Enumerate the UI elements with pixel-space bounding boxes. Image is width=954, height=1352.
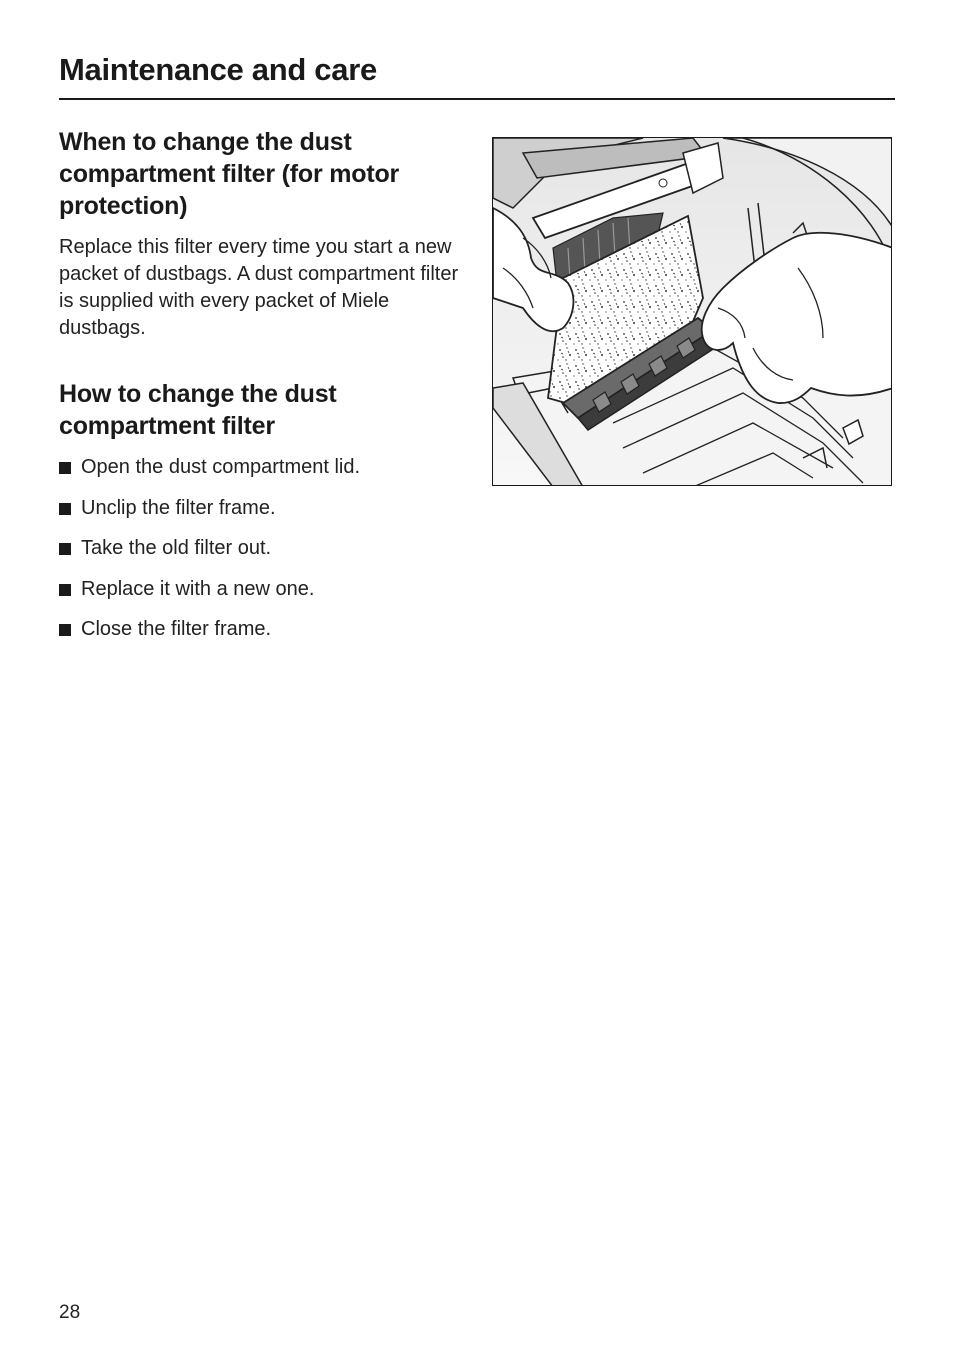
step-text: Close the filter frame.	[81, 618, 272, 640]
filter-change-illustration-icon	[493, 138, 892, 486]
list-item	[59, 576, 469, 603]
title-divider	[59, 98, 895, 100]
page-number: 28	[59, 1302, 81, 1323]
steps-list	[59, 454, 469, 643]
section-heading-when: When to change the dust compartment filter (for motor protection)	[59, 128, 400, 220]
text-column	[59, 126, 469, 657]
bullet-icon	[59, 584, 71, 596]
step-text: Unclip the filter frame.	[81, 496, 276, 519]
bullet-icon	[59, 543, 71, 555]
step-text: Open the dust compartment lid.	[81, 456, 361, 478]
filter-illustration	[492, 137, 892, 486]
list-item	[59, 616, 469, 643]
list-item	[59, 454, 469, 481]
step-text: Take the old filter out.	[81, 537, 272, 559]
bullet-icon	[59, 462, 71, 474]
bullet-icon	[59, 503, 71, 515]
page-title: Maintenance and care	[59, 52, 377, 87]
bullet-icon	[59, 624, 71, 636]
list-item	[59, 535, 469, 562]
section-heading-how: How to change the dust compartment filter	[59, 380, 337, 440]
step-text: Replace it with a new one.	[81, 577, 315, 600]
list-item	[59, 495, 469, 522]
section-body-when: Replace this filter every time you start a new packet of dustbags. A dust compartment filter is supplied with every packet of Miele dustbags.	[59, 236, 459, 339]
